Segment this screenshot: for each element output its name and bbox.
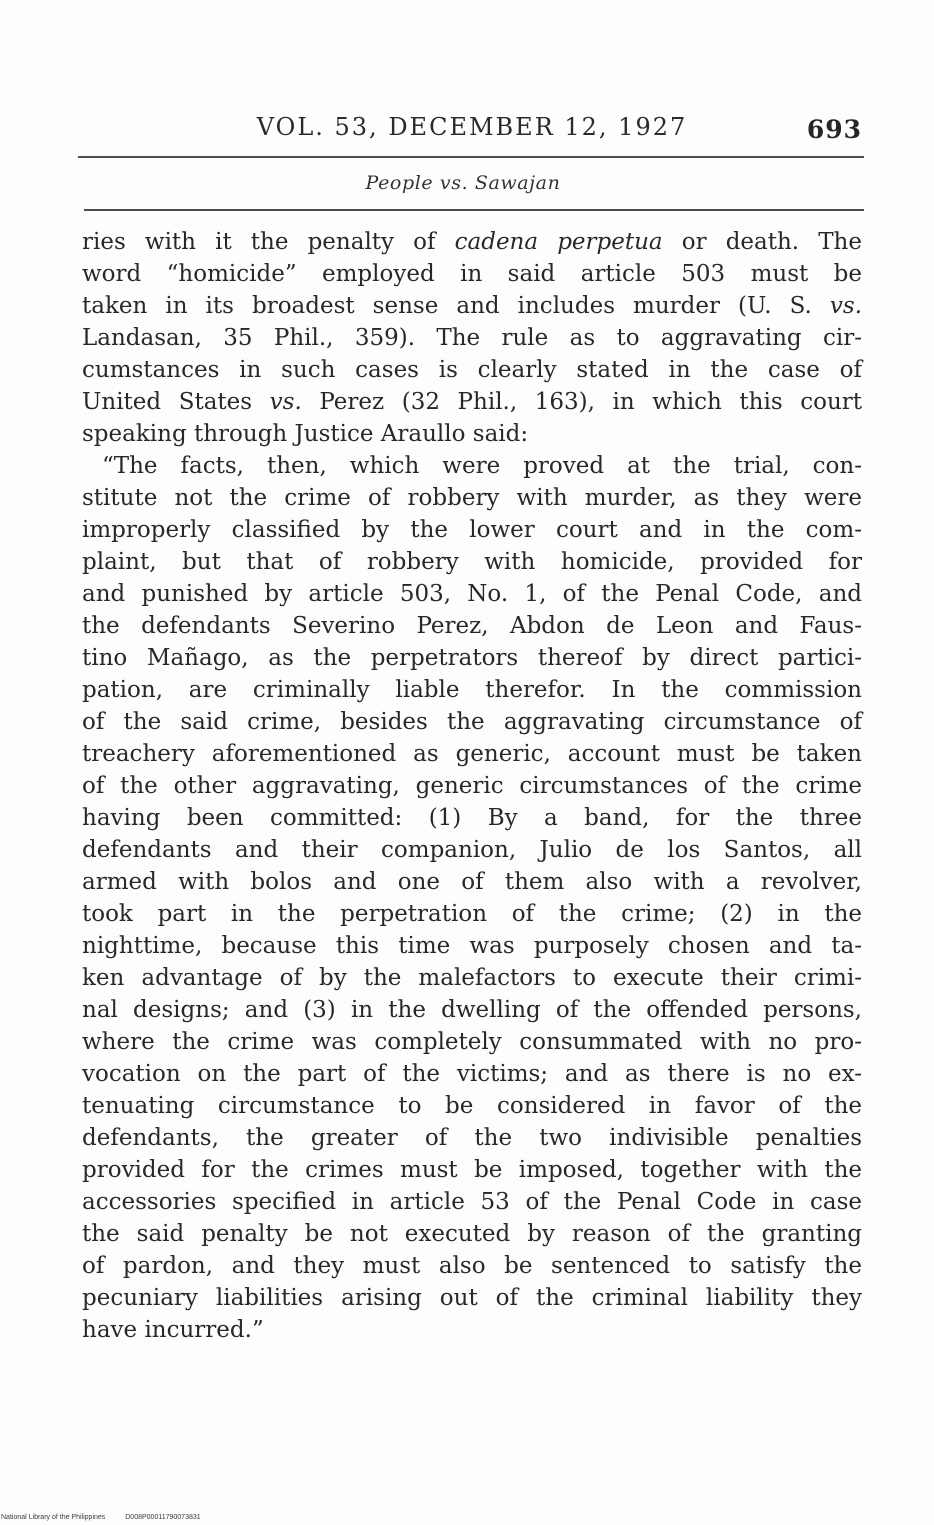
line-text: speaking through Justice Araullo said: xyxy=(82,421,529,447)
text-line xyxy=(82,258,862,290)
text-line xyxy=(82,1154,862,1186)
text-line xyxy=(82,546,862,578)
italic-text: vs. xyxy=(269,389,302,415)
italic-text: vs. xyxy=(829,293,862,319)
text-line xyxy=(82,226,862,258)
line-text: pecuniary liabilities arising out of the criminal liability they xyxy=(82,1285,862,1311)
text-line xyxy=(82,802,862,834)
text-line xyxy=(82,386,862,418)
line-text: defendants, the greater of the two indivisible penalties xyxy=(82,1125,862,1151)
text-line xyxy=(82,578,862,610)
text-line xyxy=(82,482,862,514)
line-text: tino Mañago, as the perpetrators thereof by direct partici- xyxy=(82,645,862,671)
header-rule-bottom xyxy=(84,209,864,211)
paragraph xyxy=(82,226,862,450)
text-line xyxy=(82,450,862,482)
line-text: armed with bolos and one of them also with a revolver, xyxy=(82,869,862,895)
text-line xyxy=(82,610,862,642)
text-line xyxy=(82,930,862,962)
text-line xyxy=(82,770,862,802)
line-text: taken in its broadest sense and includes murder (U. S. xyxy=(82,293,830,319)
text-line xyxy=(82,1090,862,1122)
text-line xyxy=(82,354,862,386)
text-line xyxy=(82,1314,862,1346)
italic-text: cadena perpetua xyxy=(454,229,663,255)
line-text: the said penalty be not executed by reason of the granting xyxy=(82,1221,862,1247)
line-text: Landasan, 35 Phil., 359). The rule as to aggravating cir- xyxy=(82,325,862,351)
page-number: 693 xyxy=(806,115,862,144)
line-text: treachery aforementioned as generic, account must be taken xyxy=(82,741,862,767)
body-text xyxy=(82,226,862,1346)
line-text: United States xyxy=(82,389,270,415)
running-head: VOL. 53, DECEMBER 12, 1927 xyxy=(256,113,688,141)
line-text: or death. The xyxy=(662,229,862,255)
text-line xyxy=(82,418,862,450)
line-text: and punished by article 503, No. 1, of the Penal Code, and xyxy=(82,581,862,607)
text-line xyxy=(82,322,862,354)
text-line xyxy=(82,898,862,930)
line-text: ken advantage of by the malefactors to execute their crimi- xyxy=(82,965,862,991)
line-text: Perez (32 Phil., 163), in which this court xyxy=(301,389,862,415)
text-line xyxy=(82,738,862,770)
line-text: ries with it the penalty of xyxy=(82,229,455,255)
line-text: of pardon, and they must also be sentenced to satisfy the xyxy=(82,1253,862,1279)
line-text: having been committed: (1) By a band, for the three xyxy=(82,805,862,831)
text-line xyxy=(82,1122,862,1154)
footer-code: D008P00011790073831 xyxy=(125,1514,201,1521)
text-line xyxy=(82,994,862,1026)
line-text: improperly classified by the lower court and in the com- xyxy=(82,517,862,543)
text-line xyxy=(82,1218,862,1250)
line-text: provided for the crimes must be imposed, together with the xyxy=(82,1157,862,1183)
header-rule-top xyxy=(78,156,864,158)
line-text: nal designs; and (3) in the dwelling of the offended persons, xyxy=(82,997,862,1023)
line-text: of the said crime, besides the aggravating circumstance of xyxy=(82,709,862,735)
case-title: People vs. Sawajan xyxy=(365,172,561,194)
line-text: pation, are criminally liable therefor. In the commission xyxy=(82,677,862,703)
line-text: stitute not the crime of robbery with murder, as they were xyxy=(82,485,862,511)
line-text: accessories specified in article 53 of the Penal Code in case xyxy=(82,1189,862,1215)
text-line xyxy=(82,514,862,546)
text-line xyxy=(82,706,862,738)
line-text: tenuating circumstance to be considered in favor of the xyxy=(82,1093,862,1119)
line-text: defendants and their companion, Julio de los Santos, all xyxy=(82,837,862,863)
text-line xyxy=(82,866,862,898)
line-text: where the crime was completely consummated with no pro- xyxy=(82,1029,862,1055)
line-text: “The facts, then, which were proved at the trial, con- xyxy=(102,453,862,479)
footer-library: National Library of the Philippines xyxy=(1,1514,106,1521)
line-text: word “homicide” employed in said article 503 must be xyxy=(82,261,862,287)
text-line xyxy=(82,1250,862,1282)
line-text: cumstances in such cases is clearly stated in the case of xyxy=(82,357,862,383)
text-line xyxy=(82,1026,862,1058)
line-text: have incurred.” xyxy=(82,1317,264,1343)
text-line xyxy=(82,834,862,866)
line-text: the defendants Severino Perez, Abdon de Leon and Faus- xyxy=(82,613,862,639)
footer xyxy=(1,1513,201,1522)
text-line xyxy=(82,674,862,706)
line-text: vocation on the part of the victims; and as there is no ex- xyxy=(82,1061,862,1087)
text-line xyxy=(82,1282,862,1314)
line-text: took part in the perpetration of the crime; (2) in the xyxy=(82,901,862,927)
line-text: of the other aggravating, generic circumstances of the crime xyxy=(82,773,862,799)
text-line xyxy=(82,642,862,674)
paragraph xyxy=(82,450,862,1346)
line-text: plaint, but that of robbery with homicide, provided for xyxy=(82,549,862,575)
text-line xyxy=(82,290,862,322)
line-text: nighttime, because this time was purposely chosen and ta- xyxy=(82,933,862,959)
text-line xyxy=(82,962,862,994)
text-line xyxy=(82,1058,862,1090)
text-line xyxy=(82,1186,862,1218)
